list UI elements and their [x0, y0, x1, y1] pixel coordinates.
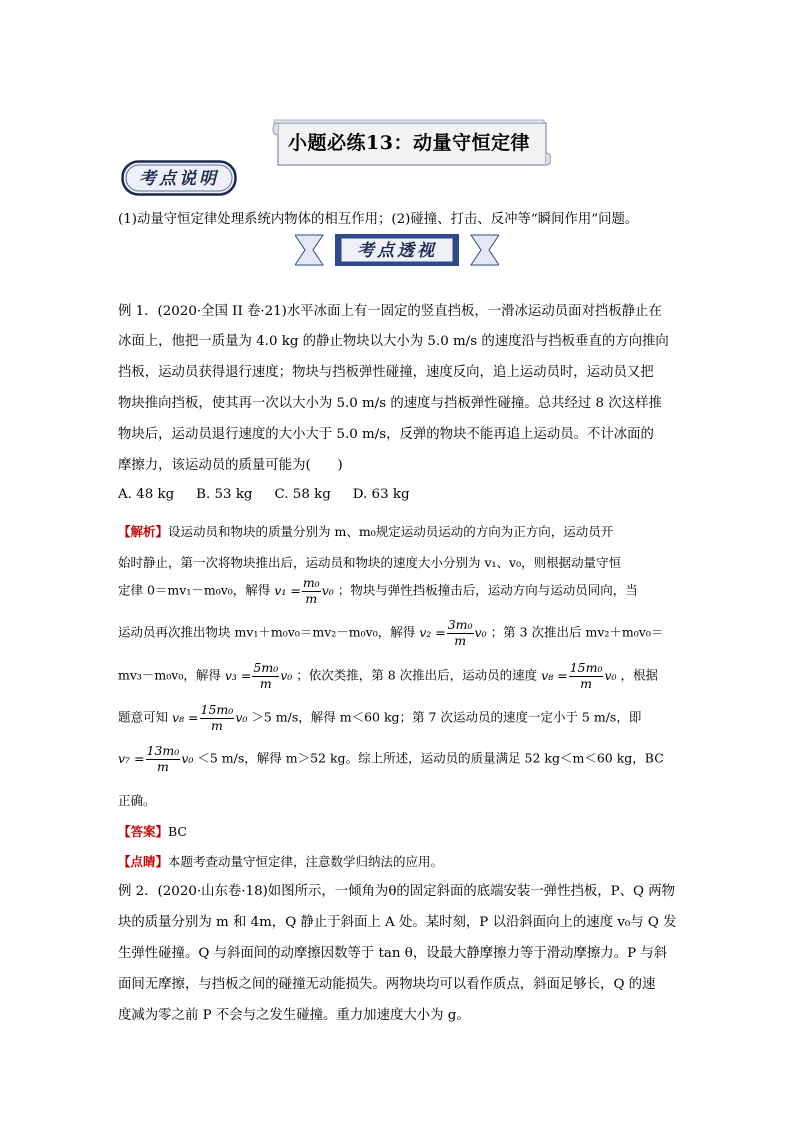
point-line: 【点睛】本题考查动量守恒定律，注意数学归纳法的应用。 — [118, 854, 444, 869]
formula-v1: v₁ = $\frac{\text{m₀}}{m}$ v₀ — [274, 575, 334, 606]
formula-v3: v₃ = $\frac{\text{5m₀}}{m}$ v₀ — [224, 660, 293, 691]
ex1-line-2: 冰面上，他把一质量为 4.0 kg 的静止物块以大小为 5.0 m/s 的速度沿与挡板垂直的方向推向 — [118, 334, 669, 349]
ex2-line-2: 块的质量分别为 m 和 4m，Q 静止于斜面上 A 处。某时刻，P 以沿斜面向上的速度 v₀与 Q 发 — [118, 915, 677, 930]
ex1-line-3: 挡板，运动员获得退行速度；物块与挡板弹性碰撞，速度反向，追上运动员时，运动员又把 — [118, 365, 654, 380]
formula-v2: v₂ = $\frac{\text{3m₀}}{m}$ v₀ — [419, 617, 487, 648]
option-d: D. 63 kg — [352, 487, 410, 502]
badge-exam-explain — [121, 160, 237, 196]
analysis-line-6: 题意可知 v₈ = $\frac{\text{15m₀}}{m}$ v₀ ＞5 m/s，解得 m＜60 kg；第 7 次运动员的速度一定小于 5 m/s，即 — [118, 702, 642, 733]
analysis-line-8: 正确。 — [118, 793, 156, 808]
answer-tag: 【答案】 — [118, 824, 169, 839]
badge-exam-insight — [295, 231, 499, 269]
ex1-line-4: 物块推向挡板，使其再一次以大小为 5.0 m/s 的速度与挡板弹性碰撞。总共经过 8 次这样推 — [118, 396, 662, 411]
option-b: B. 53 kg — [196, 487, 253, 502]
formula-v8: v₈ = $\frac{\text{15m₀}}{m}$ v₀ — [541, 660, 617, 691]
analysis-tag: 【解析】 — [118, 524, 169, 539]
ex2-line-1: 例 2．(2020·山东卷·18)如图所示，一倾角为θ的固定斜面的底端安装一弹性挡板，P、Q 两物 — [118, 884, 676, 899]
analysis-line-7: v₇ = $\frac{\text{13m₀}}{m}$ v₀ ＜5 m/s，解得 m＞52 kg。综上所述，运动员的质量满足 52 kg＜m＜60 kg，BC — [118, 743, 664, 774]
ex2-line-3: 生弹性碰撞。Q 与斜面间的动摩擦因数等于 tan θ，设最大静摩擦力等于滑动摩擦力。P 与斜 — [118, 946, 668, 961]
ex2-line-5: 度减为零之前 P 不会与之发生碰撞。重力加速度大小为 g。 — [118, 1008, 470, 1023]
analysis-line-1: 【解析】设运动员和物块的质量分别为 m、m₀规定运动员运动的方向为正方向，运动员开 — [118, 524, 614, 539]
ex1-line-1: 例 1．(2020·全国 II 卷·21)水平冰面上有一固定的竖直挡板，一滑冰运动员面对挡板静止在 — [118, 304, 662, 319]
ex1-line-6: 摩擦力，该运动员的质量可能为( ) — [118, 458, 343, 473]
analysis-line-2: 始时静止，第一次将物块推出后，运动员和物块的速度大小分别为 v₁、v₀，则根据动量守恒 — [118, 555, 622, 570]
option-a: A. 48 kg — [118, 487, 175, 502]
answer-value: BC — [168, 824, 187, 839]
analysis-line-3: 定律 0＝mv₁－m₀v₀，解得 v₁ = $\frac{\text{m₀}}{m}$ v₀ ；物块与弹性挡板撞击后，运动方向与运动员同向，当 — [118, 575, 638, 606]
intro-text: (1)动量守恒定律处理系统内物体的相互作用；(2)碰撞、打击、反冲等“瞬间作用”问题。 — [118, 212, 639, 227]
ex1-options — [118, 487, 410, 502]
ex2-line-4: 面间无摩擦，与挡板之间的碰撞无动能损失。两物块均可以看作质点，斜面足够长，Q 的速 — [118, 977, 656, 992]
analysis-line-4: 运动员再次推出物块 mv₁＋m₀v₀＝mv₂－m₀v₀，解得 v₂ = $\frac{\text{3m₀}}{m}$ v₀ ；第 3 次推出后 mv₂＋m₀v₀＝ — [118, 617, 664, 648]
answer-line — [118, 822, 187, 840]
page-title: 小题必练13：动量守恒定律 — [288, 132, 530, 154]
ex1-line-5: 物块后，运动员退行速度的大小大于 5.0 m/s，反弹的物块不能再追上运动员。不计冰面的 — [118, 427, 654, 442]
badge-explain-label: 考点说明 — [139, 169, 219, 189]
formula-v8-condition: v₈ = $\frac{\text{15m₀}}{m}$ v₀ — [172, 702, 248, 733]
badge-insight-label: 考点透视 — [357, 241, 437, 261]
title-banner — [272, 117, 551, 169]
formula-v7: v₇ = $\frac{\text{13m₀}}{m}$ v₀ — [118, 743, 194, 774]
point-tag: 【点睛】 — [118, 854, 169, 869]
option-c: C. 58 kg — [274, 487, 331, 502]
analysis-line-5: mv₃－m₀v₀，解得 v₃ = $\frac{\text{5m₀}}{m}$ v₀ ；依次类推，第 8 次推出后，运动员的速度 v₈ = $\frac{\text{15m₀}}{m}$ v₀ ，根据 — [118, 660, 659, 691]
